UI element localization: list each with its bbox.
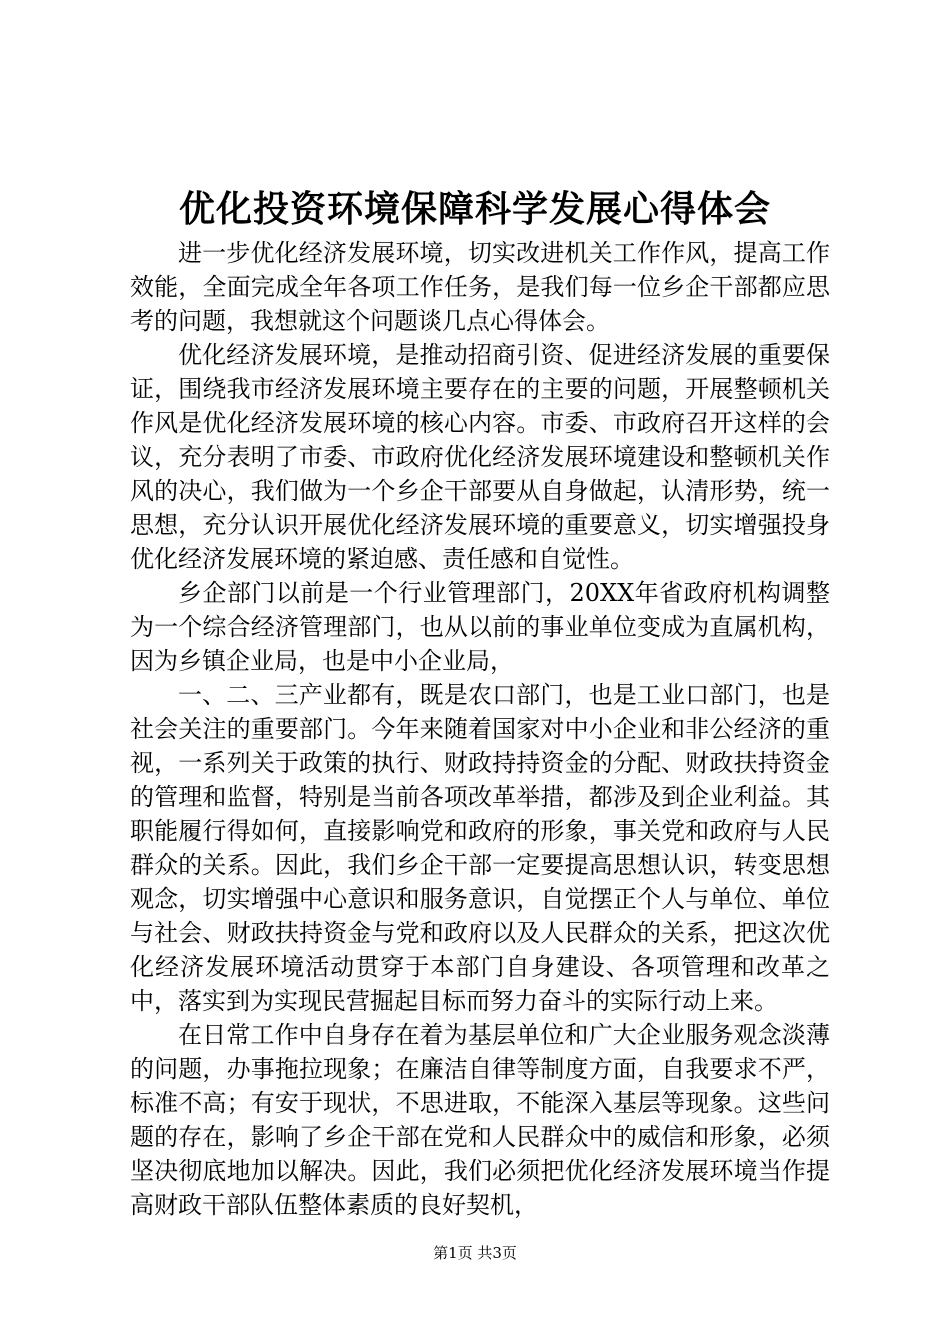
page-number-footer: 第1页 共3页 (433, 1244, 517, 1262)
document-body (130, 236, 830, 1222)
paragraph-3: 乡企部门以前是一个行业管理部门，20XX年省政府机构调整为一个综合经济管理部门，也从以前的事业单位变成为直属机构，因为乡镇企业局，也是中小企业局， (130, 579, 830, 675)
paragraph-1: 进一步优化经济发展环境，切实改进机关工作作风，提高工作效能，全面完成全年各项工作任务，是我们每一位乡企干部都应思考的问题，我想就这个问题谈几点心得体会。 (130, 239, 830, 335)
document-title: 优化投资环境保障科学发展心得体会 (178, 188, 771, 230)
paragraph-5: 在日常工作中自身存在着为基层单位和广大企业服务观念淡薄的问题，办事拖拉现象；在廉洁自律等制度方面，自我要求不严，标准不高；有安于现状，不思进取，不能深入基层等现象。这些问题的存在，影响了乡企干部在党和人民群众中的威信和形象，必须坚决彻底地加以解决。因此，我们必须把优化经济发展环境当作提高财政干部队伍整体素质的良好契机， (130, 1021, 830, 1219)
paragraph-2: 优化经济发展环境，是推动招商引资、促进经济发展的重要保证，围绕我市经济发展环境主要存在的主要的问题，开展整顿机关作风是优化经济发展环境的核心内容。市委、市政府召开这样的会议，充分表明了市委、市政府优化经济发展环境建设和整顿机关作风的决心，我们做为一个乡企干部要从自身做起，认清形势，统一思想，充分认识开展优化经济发展环境的重要意义，切实增强投身优化经济发展环境的紧迫感、责任感和自觉性。 (130, 341, 830, 573)
paragraph-4: 一、二、三产业都有，既是农口部门，也是工业口部门，也是社会关注的重要部门。今年来随着国家对中小企业和非公经济的重视，一系列关于政策的执行、财政持持资金的分配、财政扶持资金的管理和监督，特别是当前各项改革举措，都涉及到企业利益。其职能履行得如何，直接影响党和政府的形象，事关党和政府与人民群众的关系。因此，我们乡企干部一定要提高思想认识，转变思想观念，切实增强中心意识和服务意识，自觉摆正个人与单位、单位与社会、财政扶持资金与党和政府以及人民群众的关系，把这次优化经济发展环境活动贯穿于本部门自身建设、各项管理和改革之中，落实到为实现民营掘起目标而努力奋斗的实际行动上来。 (130, 681, 830, 1015)
